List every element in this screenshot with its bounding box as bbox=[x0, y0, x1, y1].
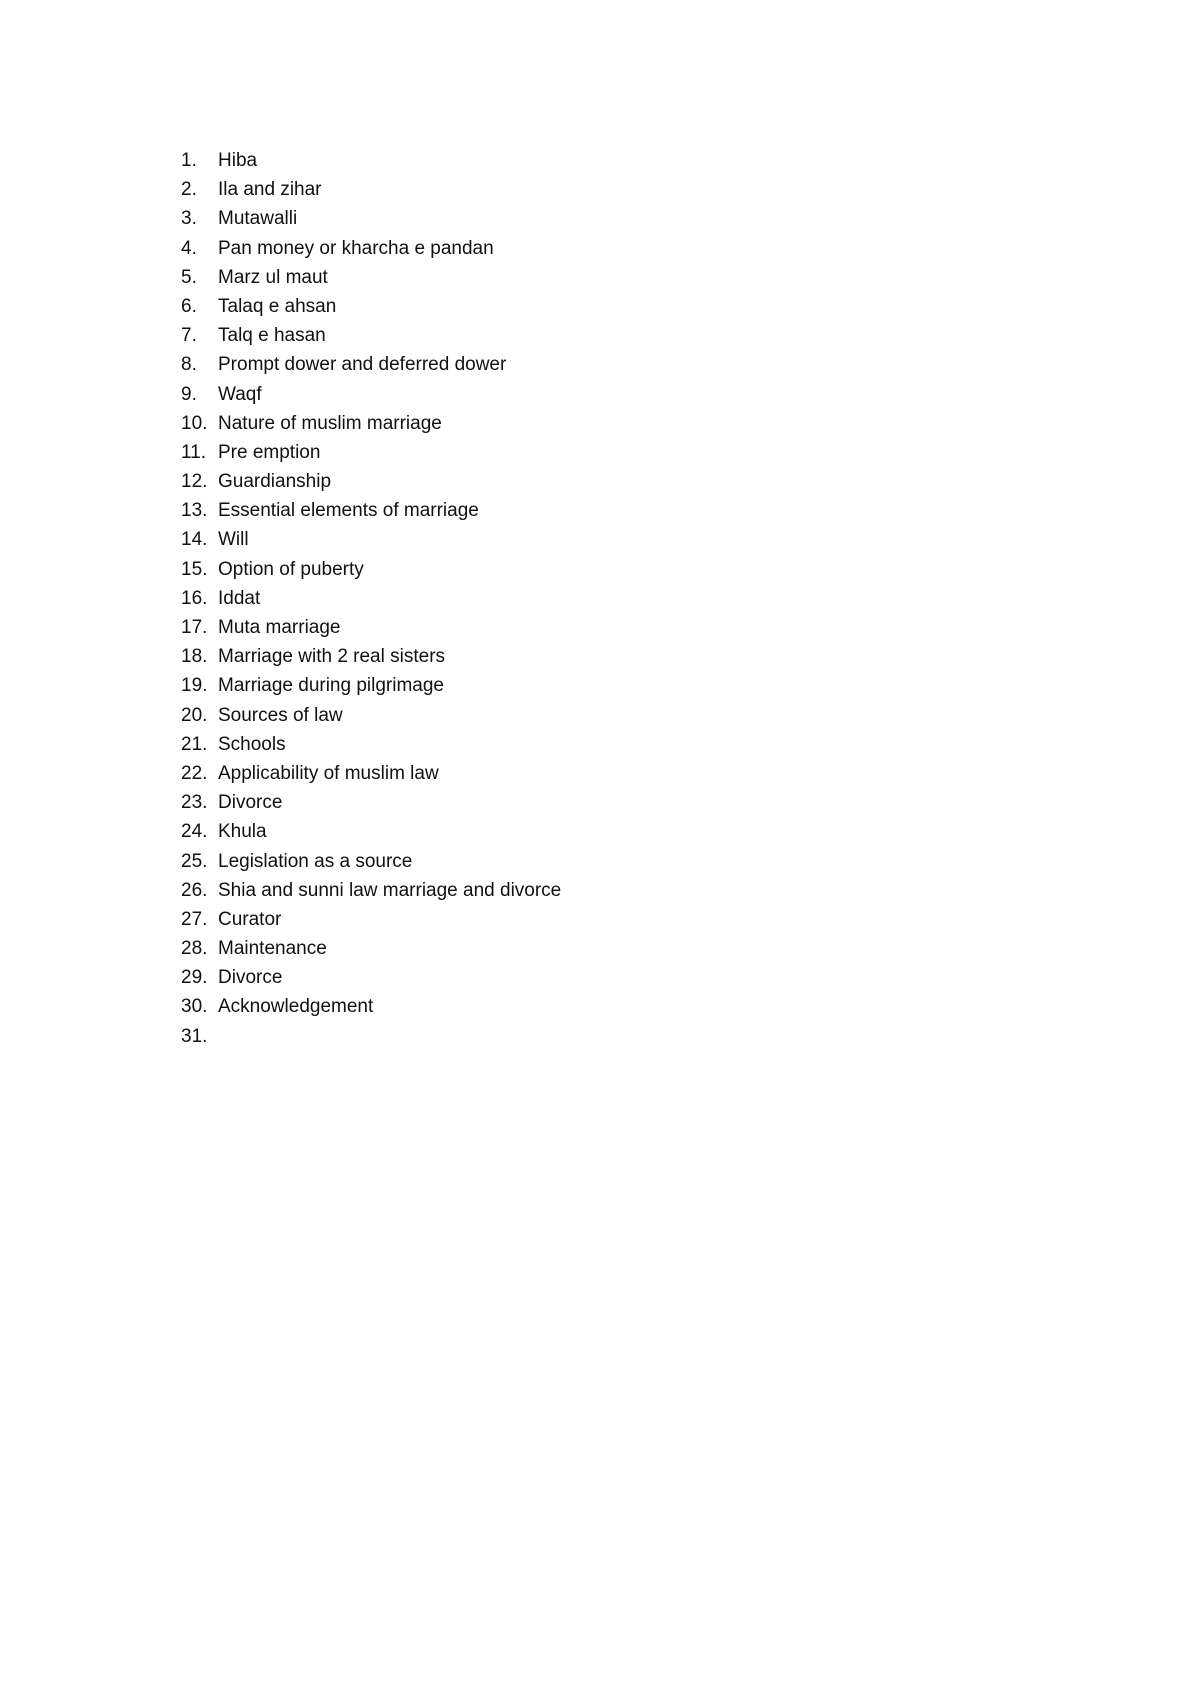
item-number: 24. bbox=[181, 821, 208, 843]
item-text: Waqf bbox=[218, 383, 262, 405]
item-text: Pre emption bbox=[218, 441, 321, 463]
item-number: 17. bbox=[181, 617, 208, 638]
item-number: 25. bbox=[181, 850, 208, 872]
list-item bbox=[181, 380, 561, 409]
item-text: Legislation as a source bbox=[218, 850, 413, 872]
item-number: 23. bbox=[181, 792, 208, 814]
item-number: 30. bbox=[181, 996, 208, 1018]
item-text: Acknowledgement bbox=[218, 996, 374, 1018]
list-item bbox=[181, 350, 561, 379]
list-item bbox=[181, 730, 561, 759]
item-number: 5. bbox=[181, 266, 197, 288]
item-number: 1. bbox=[181, 150, 197, 171]
item-number: 7. bbox=[181, 325, 197, 347]
item-text: Divorce bbox=[218, 967, 283, 989]
list-item bbox=[181, 759, 561, 788]
item-text: Pan money or kharcha e pandan bbox=[218, 237, 494, 259]
item-number: 18. bbox=[181, 646, 208, 668]
item-number: 13. bbox=[181, 500, 208, 522]
item-text: Marz ul maut bbox=[218, 266, 328, 288]
item-text: Talq e hasan bbox=[218, 325, 326, 347]
list-item bbox=[181, 847, 561, 876]
item-text: Maintenance bbox=[218, 938, 327, 960]
item-text: Shia and sunni law marriage and divorce bbox=[218, 879, 562, 901]
item-text: Guardianship bbox=[218, 471, 332, 493]
list-item bbox=[181, 263, 561, 292]
item-number: 27. bbox=[181, 908, 208, 930]
item-text: Option of puberty bbox=[218, 558, 364, 580]
list-item bbox=[181, 467, 561, 496]
item-text: Hiba bbox=[218, 150, 258, 171]
item-number: 28. bbox=[181, 938, 208, 960]
item-number: 31. bbox=[181, 1025, 208, 1047]
list-item bbox=[181, 496, 561, 525]
list-item bbox=[181, 963, 561, 992]
item-number: 21. bbox=[181, 733, 208, 755]
item-text: Muta marriage bbox=[218, 617, 341, 638]
item-text: Khula bbox=[218, 821, 267, 843]
list-item bbox=[181, 555, 561, 584]
item-text: Prompt dower and deferred dower bbox=[218, 354, 507, 376]
item-text: Curator bbox=[218, 908, 282, 930]
list-item bbox=[181, 409, 561, 438]
list-item bbox=[181, 817, 561, 846]
item-number: 11. bbox=[181, 441, 207, 463]
list-item bbox=[181, 525, 561, 554]
list-item bbox=[181, 701, 561, 730]
list-item bbox=[181, 146, 561, 175]
item-text: Mutawalli bbox=[218, 208, 298, 230]
list-item bbox=[181, 613, 561, 642]
item-number: 29. bbox=[181, 967, 208, 989]
numbered-list bbox=[181, 146, 561, 1051]
list-item bbox=[181, 642, 561, 671]
item-number: 8. bbox=[181, 354, 197, 376]
item-text: Marriage with 2 real sisters bbox=[218, 646, 446, 668]
item-number: 4. bbox=[181, 237, 197, 259]
list-item bbox=[181, 438, 561, 467]
item-text: Talaq e ahsan bbox=[218, 295, 337, 317]
item-number: 19. bbox=[181, 675, 208, 697]
item-text: Applicability of muslim law bbox=[218, 762, 439, 784]
list-item bbox=[181, 992, 561, 1021]
list-item bbox=[181, 234, 561, 263]
item-number: 14. bbox=[181, 529, 208, 551]
item-text: Ila and zihar bbox=[218, 179, 322, 201]
item-text: Divorce bbox=[218, 792, 283, 814]
list-item bbox=[181, 204, 561, 233]
list-item bbox=[181, 905, 561, 934]
item-number: 22. bbox=[181, 762, 208, 784]
item-number: 6. bbox=[181, 295, 197, 317]
item-number: 3. bbox=[181, 208, 197, 230]
item-text: Sources of law bbox=[218, 704, 343, 726]
list-item bbox=[181, 1022, 561, 1051]
item-number: 15. bbox=[181, 558, 208, 580]
item-text: Marriage during pilgrimage bbox=[218, 675, 444, 697]
list-item bbox=[181, 876, 561, 905]
item-text: Schools bbox=[218, 733, 286, 755]
item-number: 16. bbox=[181, 587, 208, 609]
item-number: 2. bbox=[181, 179, 197, 201]
list-item bbox=[181, 788, 561, 817]
list-item bbox=[181, 321, 561, 350]
item-text: Iddat bbox=[218, 587, 261, 609]
item-number: 26. bbox=[181, 879, 208, 901]
list-item bbox=[181, 584, 561, 613]
item-number: 12. bbox=[181, 471, 208, 493]
list-item bbox=[181, 175, 561, 204]
item-text: Essential elements of marriage bbox=[218, 500, 479, 522]
list-item bbox=[181, 292, 561, 321]
list-item bbox=[181, 671, 561, 700]
item-number: 9. bbox=[181, 383, 197, 405]
list-item bbox=[181, 934, 561, 963]
item-text: Will bbox=[218, 529, 249, 551]
item-text: Nature of muslim marriage bbox=[218, 412, 442, 434]
item-number: 10. bbox=[181, 412, 208, 434]
item-number: 20. bbox=[181, 704, 208, 726]
